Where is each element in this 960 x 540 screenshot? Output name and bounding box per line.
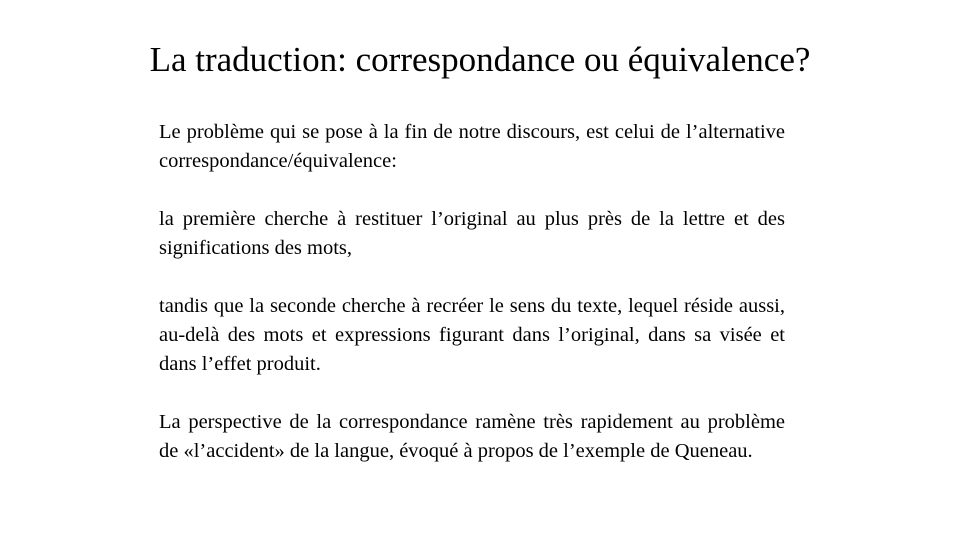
paragraph-intro: Le problème qui se pose à la fin de notre discours, est celui de l’alternative correspondance/équivalence: [159, 121, 785, 172]
paragraph-perspective: La perspective de la correspondance ramène très rapidement au problème de «l’accident» de la langue, évoqué à propos de l’exemple de Queneau. [159, 411, 785, 462]
paragraph-equivalence: tandis que la seconde cherche à recréer le sens du texte, lequel réside aussi, au-delà des mots et expressions figurant dans l’original, dans sa visée et dans l’effet produit. [159, 295, 785, 375]
slide-title: La traduction: correspondance ou équivalence? [149, 40, 811, 79]
paragraph-correspondence: la première cherche à restituer l’original au plus près de la lettre et des significations des mots, [159, 208, 785, 259]
slide-body [159, 118, 785, 466]
